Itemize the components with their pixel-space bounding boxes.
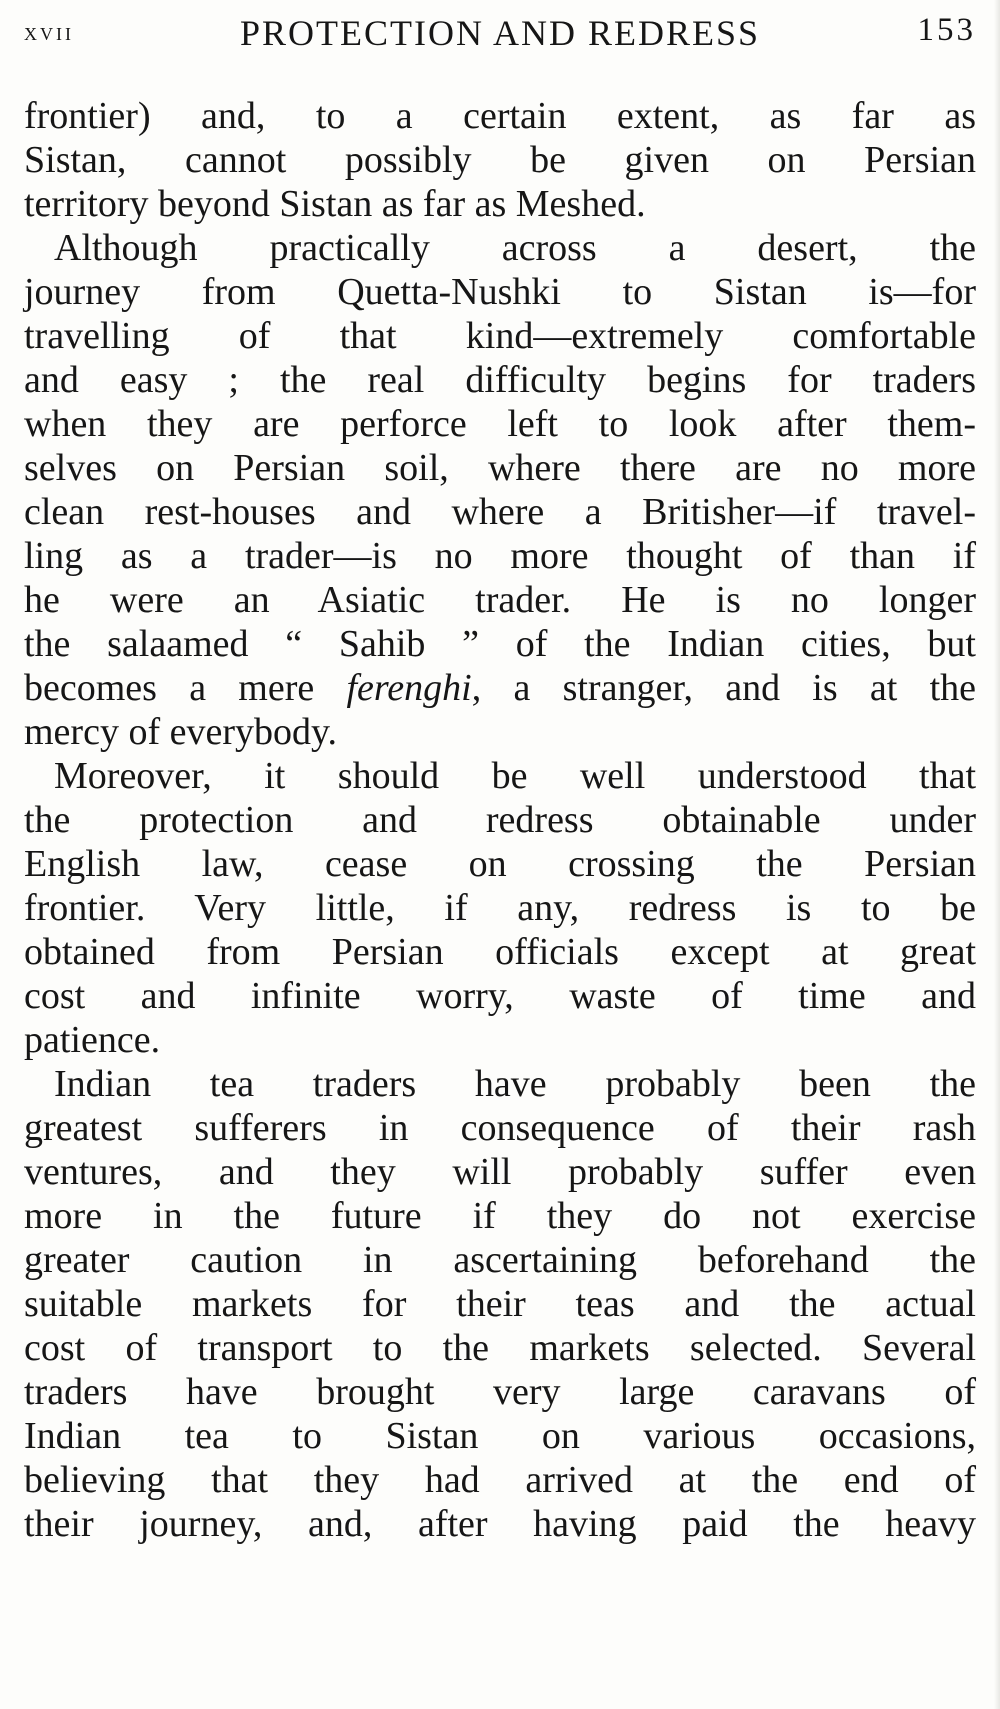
text-line: patience. [24, 1019, 161, 1061]
text-line: cost and infinite worry, waste of time and [24, 975, 976, 1017]
text-line: Moreover, it should be well understood that [54, 755, 976, 797]
text-line: becomes a mere ferenghi, a stranger, and is at the [24, 667, 976, 709]
paragraph [24, 754, 976, 1062]
text-line: Sistan, cannot possibly be given on Persian [24, 139, 976, 181]
text-line: more in the future if they do not exercise [24, 1195, 976, 1237]
text-line: frontier. Very little, if any, redress is to be [24, 887, 976, 929]
text-line: traders have brought very large caravans of [24, 1371, 976, 1413]
page-edge [994, 0, 1000, 1709]
chapter-number: xvii [24, 17, 74, 46]
text-line: Indian tea to Sistan on various occasions, [24, 1415, 976, 1457]
text-line: journey from Quetta-Nushki to Sistan is—for [24, 271, 976, 313]
italic-term: ferenghi [346, 667, 472, 709]
body-text [24, 94, 976, 1546]
text-line: suitable markets for their teas and the actual [24, 1283, 976, 1325]
text-line: Although practically across a desert, the [54, 227, 976, 269]
text-line: ventures, and they will probably suffer even [24, 1151, 976, 1193]
paragraph [24, 226, 976, 754]
text-line: mercy of everybody. [24, 711, 338, 753]
text-line: cost of transport to the markets selected. Several [24, 1327, 976, 1369]
text-line: travelling of that kind—extremely comfortable [24, 315, 976, 357]
text-line: territory beyond Sistan as far as Meshed. [24, 183, 646, 225]
text-line: greatest sufferers in consequence of their rash [24, 1107, 976, 1149]
text-line: selves on Persian soil, where there are no more [24, 447, 976, 489]
text-line: frontier) and, to a certain extent, as far as [24, 95, 976, 137]
text-line: and easy ; the real difficulty begins for traders [24, 359, 976, 401]
running-head [24, 12, 976, 64]
text-line: English law, cease on crossing the Persian [24, 843, 976, 885]
text-line: he were an Asiatic trader. He is no longer [24, 579, 976, 621]
text-line: the salaamed “ Sahib ” of the Indian cities, but [24, 623, 976, 665]
text-line: the protection and redress obtainable under [24, 799, 976, 841]
paragraph [24, 1062, 976, 1546]
page-number: 153 [917, 12, 976, 48]
text-line: greater caution in ascertaining beforehand the [24, 1239, 976, 1281]
text-line: believing that they had arrived at the end of [24, 1459, 976, 1501]
running-title: PROTECTION AND REDRESS [239, 13, 761, 53]
text-line: obtained from Persian officials except at great [24, 931, 976, 973]
text-line: their journey, and, after having paid the heavy [24, 1503, 976, 1545]
text-line: ling as a trader—is no more thought of than if [24, 535, 976, 577]
text-line: when they are perforce left to look after them- [24, 403, 976, 445]
paragraph [24, 94, 976, 226]
text-line: clean rest-houses and where a Britisher—if travel- [24, 491, 976, 533]
text-line: Indian tea traders have probably been the [54, 1063, 976, 1105]
